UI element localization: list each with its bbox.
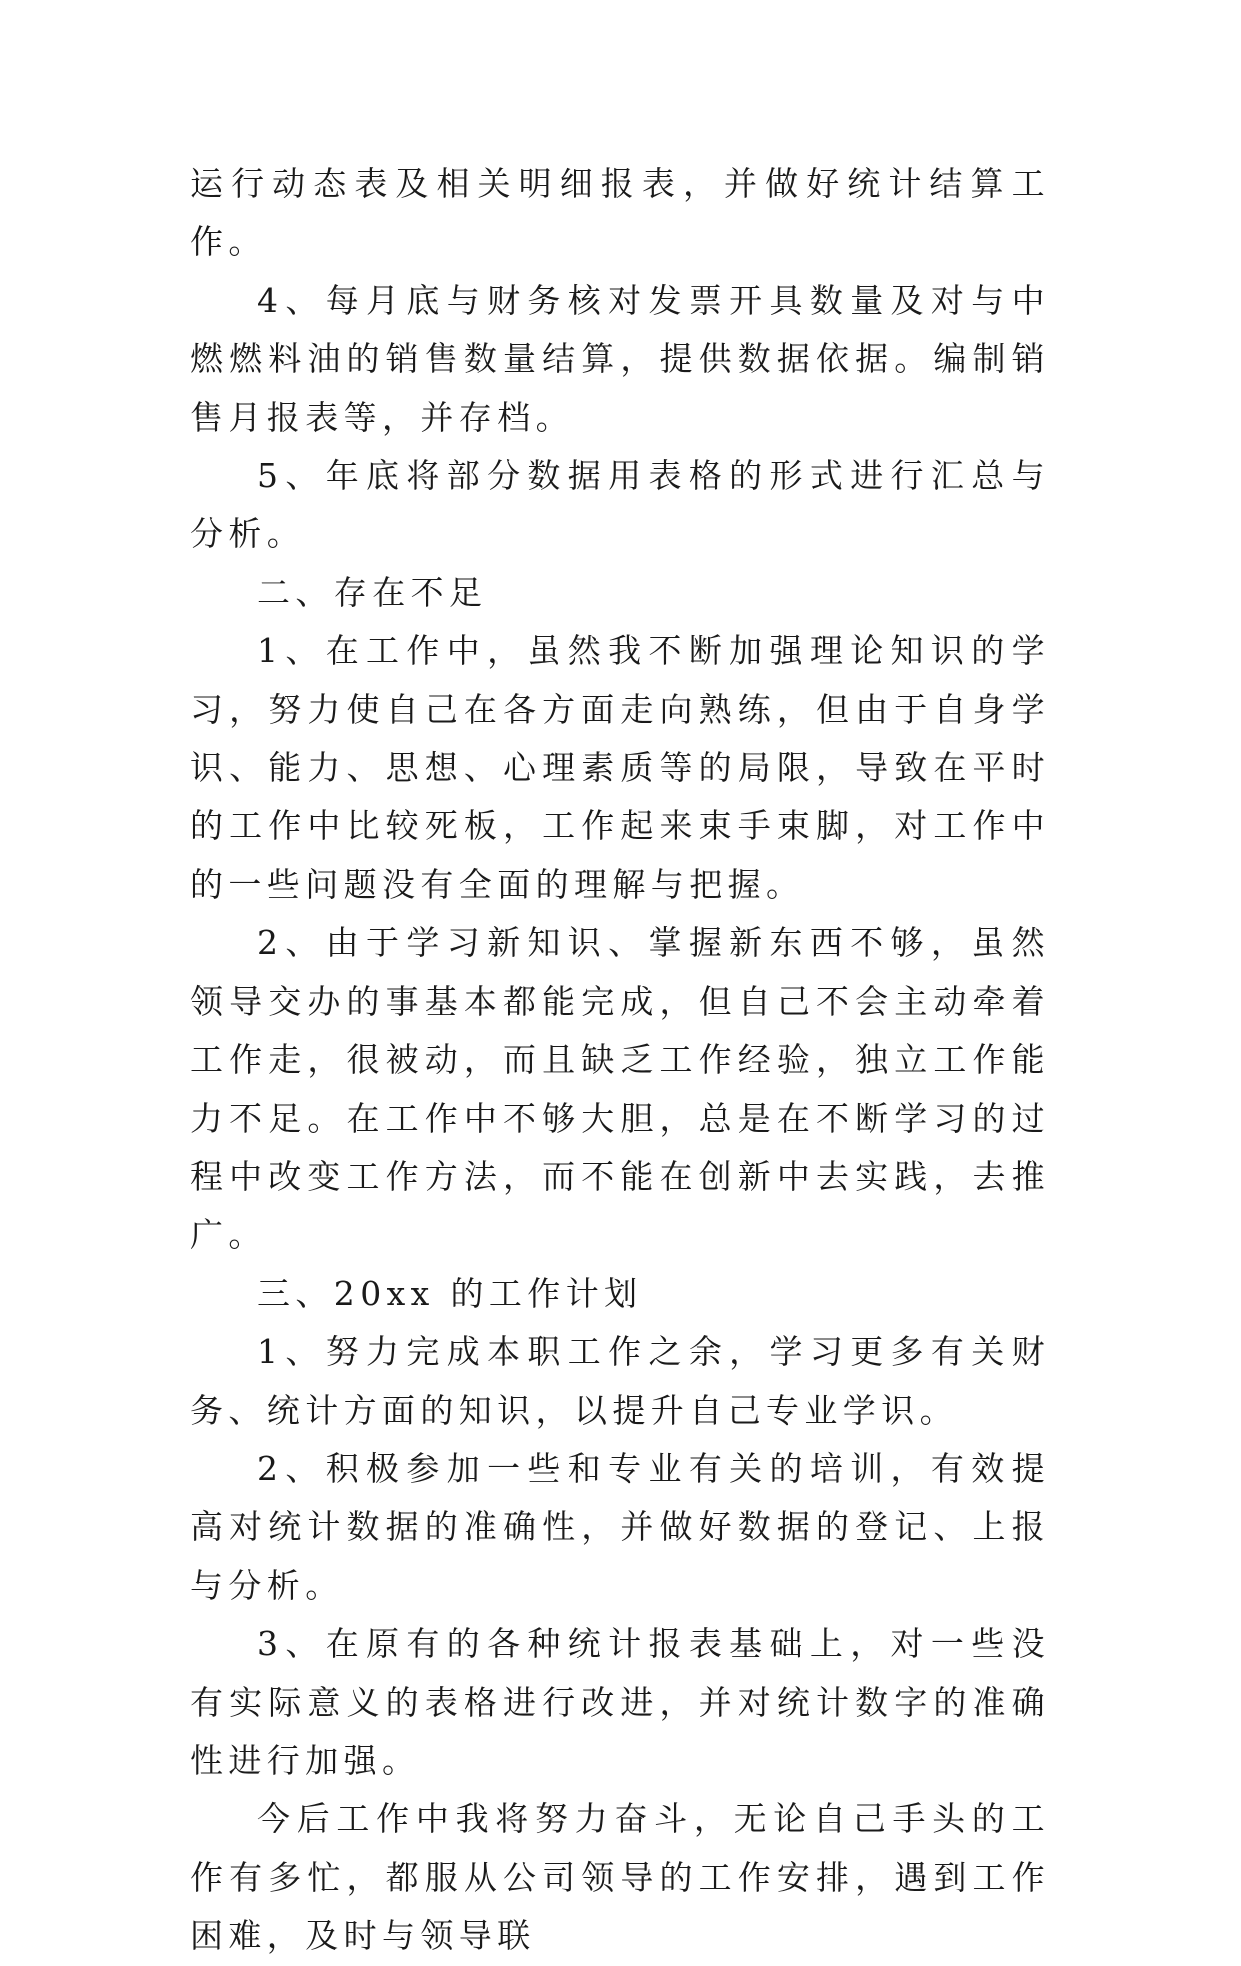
paragraph-item-5: 5、年底将部分数据用表格的形式进行汇总与分析。 bbox=[190, 456, 1050, 554]
paragraph-plan-1: 1、努力完成本职工作之余，学习更多有关财务、统计方面的知识，以提升自己专业学识。 bbox=[190, 1332, 1050, 1430]
section-heading-plan: 三、20xx 的工作计划 bbox=[257, 1273, 643, 1313]
paragraph-shortcoming-2: 2、由于学习新知识、掌握新东西不够，虽然领导交办的事基本都能完成，但自己不会主动牵着工作走，很被动，而且缺乏工作经验，独立工作能力不足。在工作中不够大胆，总是在不断学习的过程中改变工作方法，而不能在创新中去实践，去推广。 bbox=[190, 923, 1050, 1255]
paragraph-closing: 今后工作中我将努力奋斗，无论自己手头的工作有多忙，都服从公司领导的工作安排，遇到工作困难，及时与领导联 bbox=[190, 1799, 1050, 1956]
paragraph-plan-3: 3、在原有的各种统计报表基础上，对一些没有实际意义的表格进行改进，并对统计数字的准确性进行加强。 bbox=[190, 1624, 1050, 1780]
paragraph-plan-2: 2、积极参加一些和专业有关的培训，有效提高对统计数据的准确性，并做好数据的登记、上报与分析。 bbox=[190, 1448, 1050, 1605]
section-heading-shortcomings: 二、存在不足 bbox=[257, 572, 488, 612]
document-body bbox=[190, 155, 1050, 1966]
paragraph-continuation: 运行动态表及相关明细报表，并做好统计结算工作。 bbox=[190, 164, 1050, 262]
paragraph-shortcoming-1: 1、在工作中，虽然我不断加强理论知识的学习，努力使自己在各方面走向熟练，但由于自身学识、能力、思想、心理素质等的局限，导致在平时的工作中比较死板，工作起来束手束脚，对工作中的一些问题没有全面的理解与把握。 bbox=[190, 631, 1050, 904]
paragraph-item-4: 4、每月底与财务核对发票开具数量及对与中燃燃料油的销售数量结算，提供数据依据。编制销售月报表等，并存档。 bbox=[190, 280, 1050, 437]
